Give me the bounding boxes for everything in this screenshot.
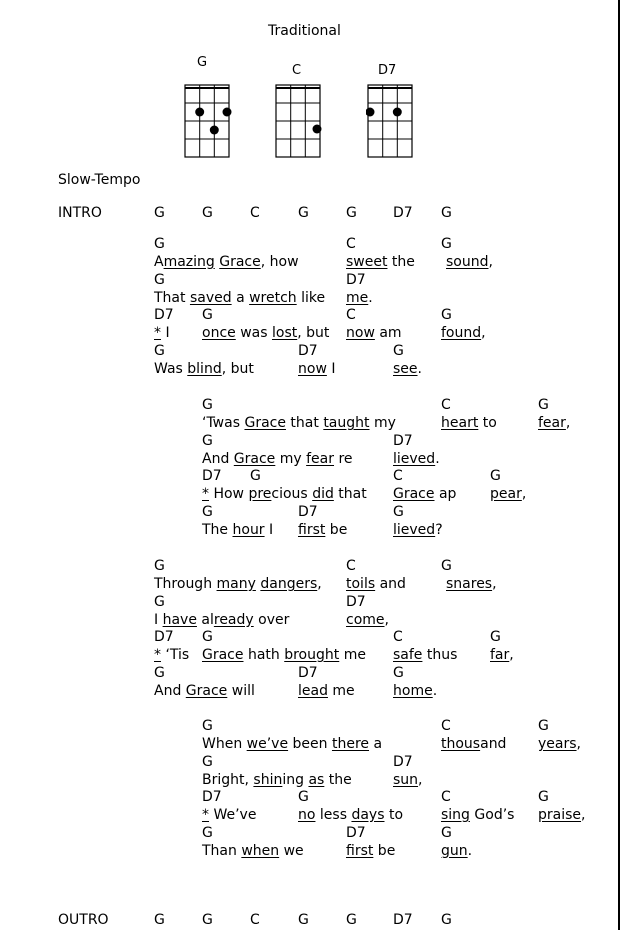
lyric-text: I [154, 611, 163, 628]
lyric-underlined: did [312, 486, 334, 502]
lyric-text: been [288, 736, 332, 752]
lyric-text: to [478, 415, 497, 431]
chord-symbol: D7 [202, 468, 222, 484]
lyric-segment [538, 736, 581, 752]
lyric-underlined: years [538, 736, 577, 752]
chord-diagram-label: D7 [378, 63, 397, 78]
intro-chord: G [202, 205, 213, 221]
lyric-text: When [202, 736, 247, 752]
lyric-text: . [432, 682, 438, 699]
chord-symbol: G [441, 236, 452, 252]
lyric-text: , [481, 325, 486, 341]
lyric-underlined: lost [271, 325, 298, 341]
lyric-segment [441, 325, 486, 341]
lyric-segment [538, 807, 585, 823]
lyric-text: a [369, 736, 383, 752]
lyric-underlined: blind [187, 360, 222, 377]
outro-chord: D7 [393, 912, 413, 928]
lyric-segment [446, 254, 493, 270]
chord-symbol: G [393, 503, 404, 520]
lyric-underlined: fear [538, 415, 566, 431]
outro-chord: G [346, 912, 357, 928]
song-subtitle: Traditional [268, 23, 341, 39]
lyric-text: to [384, 807, 404, 823]
lyric-underlined: come [346, 611, 385, 628]
lyric-segment [298, 361, 335, 377]
lyric-text: , [317, 576, 322, 592]
chord-symbol: C [441, 789, 451, 805]
chord-symbol: D7 [393, 753, 413, 770]
chord-symbol: G [154, 342, 165, 359]
lyric-segment [202, 451, 353, 467]
lyric-segment [490, 647, 514, 663]
lyric-text: , [521, 486, 527, 502]
lyric-text: And [154, 682, 186, 699]
lyric-underlined: far [490, 647, 510, 663]
lyric-underlined: home [393, 682, 433, 699]
fretboard-icon [366, 83, 418, 185]
lyric-text: , how [260, 254, 299, 270]
intro-chord: G [154, 205, 165, 221]
chord-symbol: G [538, 718, 549, 734]
lyric-text: that [333, 486, 367, 502]
lyric-underlined: we’ve [246, 736, 289, 752]
lyric-segment [393, 772, 423, 788]
lyric-segment [346, 576, 406, 592]
lyric-text: and [375, 576, 406, 592]
lyric-text: thus [422, 647, 458, 663]
lyric-text: a [231, 289, 250, 306]
lyric-text: was [235, 325, 272, 341]
fretboard-icon [183, 83, 235, 185]
lyric-text: , but [221, 360, 254, 377]
lyric-text: we [279, 842, 304, 859]
lyric-underlined: no [298, 807, 316, 823]
lyric-text: my [275, 450, 307, 467]
chord-symbol: G [441, 558, 452, 574]
chord-symbol: D7 [202, 789, 222, 805]
lyric-text: be [325, 521, 348, 538]
lyric-segment [446, 576, 497, 592]
lyric-underlined: toils [346, 576, 376, 592]
chord-diagram-label: G [197, 55, 208, 70]
lyric-text: less [315, 807, 352, 823]
lyric-segment [346, 612, 389, 628]
lyric-text: , [576, 736, 581, 752]
lyric-underlined: pear [490, 486, 522, 502]
lyric-underlined: fear [306, 450, 335, 467]
lyric-underlined: lieved [393, 450, 436, 467]
lyric-underlined: praise [538, 807, 582, 823]
lyric-segment [490, 486, 526, 502]
lyric-text: hath [243, 647, 285, 663]
lyric-underlined: Grace [393, 486, 435, 502]
lyric-underlined: saved [189, 289, 232, 306]
lyric-text: Bright, [202, 771, 254, 788]
lyric-underlined: safe [393, 647, 423, 663]
outro-chord: G [441, 912, 452, 928]
lyric-underlined: first [298, 521, 326, 538]
lyric-text: , [565, 415, 571, 431]
lyric-segment [393, 522, 443, 538]
lyric-underlined: see [393, 360, 418, 377]
chord-symbol: C [346, 236, 356, 252]
lyric-segment [202, 772, 352, 788]
lyric-segment [346, 290, 373, 306]
lyric-text: God’s [469, 807, 515, 823]
lyric-underlined: lieved [393, 521, 436, 538]
lyric-underlined: taught [323, 415, 370, 431]
chord-symbol: G [441, 307, 452, 323]
lyric-text: . [435, 450, 440, 467]
chord-symbol: D7 [298, 664, 318, 681]
lyric-segment [154, 290, 325, 306]
lyric-segment [154, 647, 189, 663]
lyric-text: The [202, 521, 233, 538]
lyric-text: , [488, 254, 493, 270]
lyric-underlined: dangers [260, 576, 318, 592]
lyric-underlined: brought [284, 647, 340, 663]
lyric-text: I [326, 360, 336, 377]
chord-symbol: G [393, 342, 404, 359]
lyric-segment [202, 415, 396, 431]
chord-symbol: G [154, 593, 165, 610]
lyric-underlined: Grace [233, 450, 276, 467]
lyric-segment [441, 807, 514, 823]
lyric-underlined: days [351, 807, 385, 823]
lyric-underlined: sun [393, 771, 419, 788]
lyric-underlined: * [154, 647, 161, 663]
lyric-text: We’ve [209, 807, 257, 823]
chord-symbol: G [202, 824, 213, 841]
lyric-underlined: hour [232, 521, 265, 538]
lyric-text: my [369, 415, 396, 431]
lyric-underlined: ready [213, 611, 254, 628]
lyric-underlined: have [162, 611, 197, 628]
outro-chord: G [202, 912, 213, 928]
intro-chord: G [346, 205, 357, 221]
lyric-underlined: * [202, 486, 209, 502]
lyric-segment [202, 843, 304, 859]
chord-symbol: D7 [298, 503, 318, 520]
lyric-underlined: first [346, 842, 374, 859]
lyric-text: re [334, 450, 353, 467]
lyric-text: over [253, 611, 290, 628]
intro-chord: G [298, 205, 309, 221]
lyric-underlined: found [441, 325, 482, 341]
chord-symbol: G [298, 789, 309, 805]
lyric-underlined: when [241, 842, 280, 859]
chord-symbol: C [346, 307, 356, 323]
lyric-text: ? [435, 521, 443, 538]
lyric-underlined: sound [446, 254, 489, 270]
lyric-segment [298, 522, 347, 538]
chord-symbol: C [441, 397, 451, 413]
outro-chord: G [154, 912, 165, 928]
lyric-text: I [264, 521, 274, 538]
chord-symbol: C [441, 718, 451, 734]
lyric-underlined: me [346, 289, 369, 306]
lyric-segment [441, 415, 497, 431]
chord-symbol: G [202, 718, 213, 734]
lyric-underlined: lead [298, 682, 328, 699]
lyric-segment [154, 361, 254, 377]
lyric-text: and [480, 736, 507, 752]
lyric-text: am [374, 325, 402, 341]
lyric-segment [202, 522, 273, 538]
lyric-underlined: thous [441, 736, 481, 752]
lyric-text: that [285, 415, 324, 431]
outro-label: OUTRO [58, 912, 109, 928]
lyric-text: How [209, 486, 249, 502]
intro-chord: D7 [393, 205, 413, 221]
lyric-underlined: * [154, 325, 161, 341]
outro-chord: G [298, 912, 309, 928]
lyric-text: cious [271, 486, 313, 502]
chord-diagram-label: C [292, 63, 302, 78]
lyric-text: ‘Twas [202, 415, 245, 431]
lyric-text: , [509, 647, 514, 663]
chord-symbol: G [393, 664, 404, 681]
chord-symbol: G [154, 664, 165, 681]
lyric-segment [441, 843, 472, 859]
lyric-segment [154, 683, 255, 699]
chord-symbol: D7 [346, 593, 366, 610]
chord-symbol: G [202, 503, 213, 520]
lyric-underlined: now [346, 325, 375, 341]
chord-symbol: G [490, 629, 501, 645]
lyric-segment [298, 807, 403, 823]
lyric-segment [298, 683, 355, 699]
lyric-text: A [154, 254, 164, 270]
lyric-segment [154, 325, 170, 341]
lyric-underlined: Grace [219, 254, 261, 270]
chord-symbol: G [202, 629, 213, 645]
lyric-text: ap [434, 486, 457, 502]
lyric-underlined: sweet [346, 254, 388, 270]
chord-symbol: D7 [298, 342, 318, 359]
lyric-text: like [296, 289, 326, 306]
lyric-segment [154, 612, 289, 628]
chord-symbol: D7 [154, 307, 174, 323]
lyric-underlined: sing [441, 807, 470, 823]
lyric-segment [154, 254, 299, 270]
chord-symbol: D7 [154, 629, 174, 645]
chord-symbol: G [202, 753, 213, 770]
lyric-segment [393, 683, 437, 699]
lyric-text: And [202, 450, 234, 467]
lyric-segment [202, 325, 329, 341]
lyric-underlined: Grace [185, 682, 228, 699]
chord-symbol: G [154, 271, 165, 288]
lyric-segment [202, 807, 256, 823]
lyric-text: That [154, 289, 190, 306]
lyric-segment [202, 736, 382, 752]
chord-symbol: G [154, 558, 165, 574]
lyric-text: ‘Tis [161, 647, 190, 663]
chord-symbol: G [490, 468, 501, 484]
lyric-text: Than [202, 842, 242, 859]
intro-chord: G [441, 205, 452, 221]
lyric-underlined: gun [441, 842, 468, 859]
lyric-text: be [373, 842, 396, 859]
lyric-underlined: Grace [244, 415, 286, 431]
lyric-text: Was [154, 360, 188, 377]
lyric-text: the [324, 771, 352, 788]
lyric-segment [393, 647, 457, 663]
lyric-text: the [387, 254, 415, 270]
outro-chord: C [250, 912, 260, 928]
lyric-underlined: heart [441, 415, 479, 431]
lyric-segment [346, 254, 415, 270]
lyric-segment [441, 736, 506, 752]
lyric-segment [393, 451, 440, 467]
lyric-underlined: wretch [249, 289, 297, 306]
chord-symbol: G [441, 824, 452, 841]
intro-label: INTRO [58, 205, 102, 221]
lyric-segment [346, 843, 395, 859]
lyric-text: , [418, 771, 423, 788]
lyric-text: will [227, 682, 255, 699]
lyric-segment [538, 415, 570, 431]
lyric-underlined: there [331, 736, 370, 752]
lyric-text: , [492, 576, 497, 592]
lyric-text: . [368, 289, 373, 306]
chord-symbol: D7 [346, 824, 366, 841]
lyric-segment [346, 325, 402, 341]
lyric-underlined: now [298, 360, 327, 377]
lyric-segment [393, 361, 422, 377]
lyric-segment [202, 647, 366, 663]
chord-symbol: C [393, 629, 403, 645]
lyric-segment [202, 486, 367, 502]
chord-symbol: D7 [346, 271, 366, 288]
lyric-text: al [196, 611, 214, 628]
intro-chord: C [250, 205, 260, 221]
lyric-underlined: shin [253, 771, 283, 788]
chord-symbol: C [346, 558, 356, 574]
lyric-text: me [327, 682, 355, 699]
chord-symbol: G [250, 468, 261, 484]
lyric-underlined: as [308, 771, 325, 788]
lyric-text: ing [282, 771, 309, 788]
chord-symbol: G [202, 397, 213, 413]
lyric-text: me [339, 647, 366, 663]
chord-symbol: G [538, 397, 549, 413]
lyric-segment [154, 576, 322, 592]
lyric-underlined: pre [248, 486, 272, 502]
lyric-segment [393, 486, 456, 502]
chord-symbol: G [202, 307, 213, 323]
fretboard-icon [274, 83, 326, 185]
lyric-text: Through [154, 576, 217, 592]
lyric-underlined: once [202, 325, 236, 341]
lyric-text: , but [297, 325, 330, 341]
lyric-underlined: snares [446, 576, 493, 592]
lyric-underlined: mazing [163, 254, 215, 270]
lyric-text: , [581, 807, 586, 823]
chord-symbol: G [538, 789, 549, 805]
chord-symbol: G [202, 432, 213, 449]
lyric-text: . [467, 842, 473, 859]
lyric-text: I [161, 325, 170, 341]
chord-symbol: G [154, 236, 165, 252]
chord-symbol: D7 [393, 432, 413, 449]
lyric-underlined: * [202, 807, 209, 823]
chord-symbol: C [393, 468, 403, 484]
lyric-text: , [384, 611, 389, 628]
lyric-underlined: many [216, 576, 256, 592]
lyric-underlined: Grace [202, 647, 244, 663]
lyric-text: . [417, 360, 422, 377]
tempo-marking: Slow-Tempo [58, 172, 141, 188]
